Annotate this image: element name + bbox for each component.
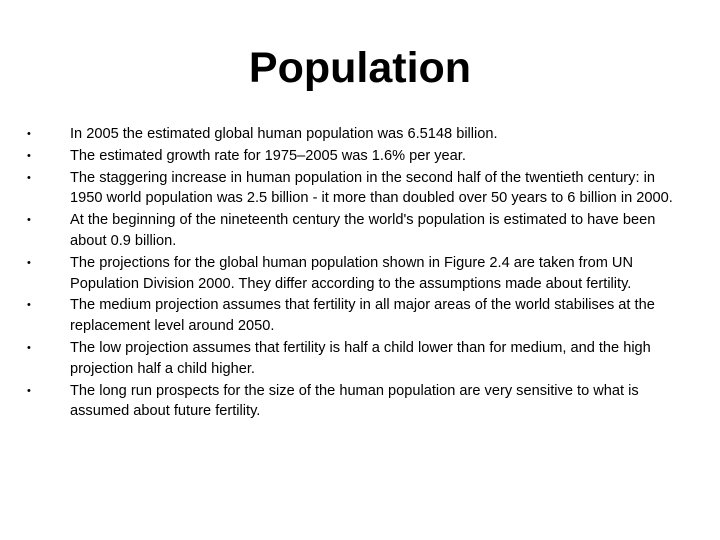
bullet-item — [27, 381, 687, 423]
bullet-icon: • — [27, 171, 31, 184]
bullet-item — [27, 124, 687, 145]
bullet-icon: • — [27, 128, 31, 140]
bullet-icon: • — [27, 341, 31, 354]
bullet-item — [27, 146, 687, 167]
bullet-text: The medium projection assumes that fertility in all major areas of the world stabilises at the replacement level around 2050. — [70, 297, 655, 335]
bullet-text: In 2005 the estimated global human population was 6.5148 billion. — [70, 126, 498, 142]
slide-title: Population — [248, 44, 472, 92]
bullet-icon: • — [27, 256, 31, 269]
bullet-item — [27, 168, 687, 210]
bullet-text: At the beginning of the nineteenth century the world's population is estimated to have been about 0.9 billion. — [70, 212, 656, 249]
bullet-text: The staggering increase in human population in the second half of the twentieth century: in 1950 world population was 2.5 billion - it more than doubled over 50 years to 6 billion in 2000. — [70, 169, 673, 207]
bullet-text: The low projection assumes that fertility is half a child lower than for medium, and the high projection half a child higher. — [70, 339, 651, 377]
bullet-text: The long run prospects for the size of the human population are very sensitive to what is assumed about future fertility. — [70, 382, 639, 420]
bullet-icon: • — [27, 214, 31, 227]
bullet-icon: • — [27, 384, 31, 397]
bullet-text: The projections for the global human population shown in Figure 2.4 are taken from UN Population Division 2000. They differ according to the assumptions made about fertility. — [70, 254, 633, 292]
bullet-icon: • — [27, 149, 31, 162]
bullet-item — [27, 338, 687, 380]
bullet-item — [27, 253, 687, 295]
bullet-item — [27, 295, 687, 337]
bullet-list — [27, 124, 687, 423]
bullet-text: The estimated growth rate for 1975–2005 was 1.6% per year. — [70, 147, 466, 164]
bullet-item — [27, 210, 687, 252]
bullet-icon: • — [27, 299, 31, 312]
